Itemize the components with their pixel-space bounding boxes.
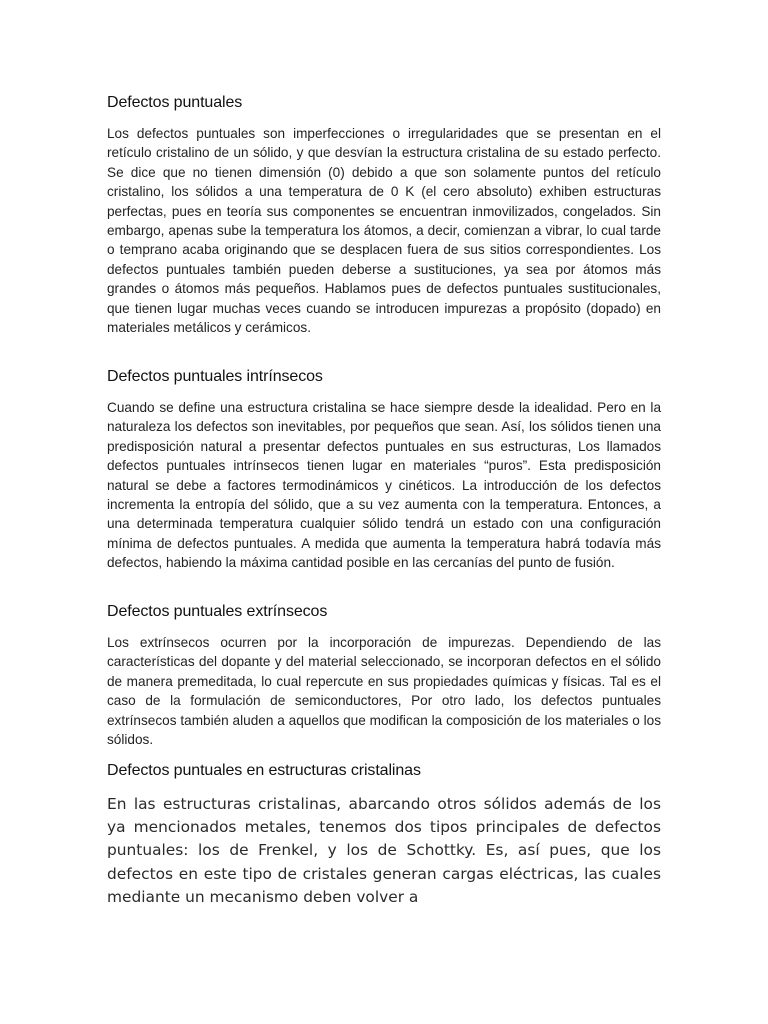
section-body-intrinsecos: Cuando se define una estructura cristalina se hace siempre desde la idealidad. Pero en la naturaleza los defectos son inevitables, por pequeños que sean. Así, los sólidos tienen una predisposición natural a presentar defectos puntuales en sus estructuras, Los llamados defectos puntuales intrínsecos tienen lugar en materiales “puros”. Esta predisposición natural se debe a factores termodinámicos y cinéticos. La introducción de los defectos incrementa la entropía del sólido, que a su vez aumenta con la temperatura. Entonces, a una determinada temperatura cualquier sólido tendrá un estado con una configuración mínima de defectos puntuales. A medida que aumenta la temperatura habrá todavía más defectos, habiendo la máxima cantidad posible en las cercanías del punto de fusión. — [107, 400, 661, 571]
section-heading-extrinsecos: Defectos puntuales extrínsecos — [107, 603, 328, 620]
section-heading-defectos-puntuales: Defectos puntuales — [107, 94, 243, 111]
section-body-estructuras-cristalinas: En las estructuras cristalinas, abarcando otros sólidos además de los ya mencionados metales, tenemos dos tipos principales de defectos puntuales: los de Frenkel, y los de Schottky. Es, así pues, que los defectos en este tipo de cristales generan cargas eléctricas, las cuales mediante un mecanismo deben volver a — [107, 795, 661, 906]
section-body-extrinsecos: Los extrínsecos ocurren por la incorporación de impurezas. Dependiendo de las características del dopante y del material seleccionado, se incorporan defectos en el sólido de manera premeditada, lo cual repercute en sus propiedades químicas y físicas. Tal es el caso de la formulación de semiconductores, Por otro lado, los defectos puntuales extrínsecos también aluden a aquellos que modifican la composición de los materiales o los sólidos. — [107, 635, 661, 748]
section-heading-estructuras-cristalinas: Defectos puntuales en estructuras cristalinas — [107, 762, 421, 779]
section-heading-intrinsecos: Defectos puntuales intrínsecos — [107, 368, 323, 385]
section-body-defectos-puntuales: Los defectos puntuales son imperfecciones o irregularidades que se presentan en el retículo cristalino de un sólido, y que desvían la estructura cristalina de su estado perfecto. Se dice que no tienen dimensión (0) debido a que son solamente puntos del retículo cristalino, los sólidos a una temperatura de 0 K (el cero absoluto) exhiben estructuras perfectas, pues en teoría sus componentes se encuentran inmovilizados, congelados. Sin embargo, apenas sube la temperatura los átomos, a decir, comienzan a vibrar, lo cual tarde o temprano acaba originando que se desplacen fuera de sus sitios correspondientes. Los defectos puntuales también pueden deberse a sustituciones, ya sea por átomos más grandes o átomos más pequeños. Hablamos pues de defectos puntuales sustitucionales, que tienen lugar muchas veces cuando se introducen impurezas a propósito (dopado) en materiales metálicos y cerámicos. — [107, 126, 661, 336]
